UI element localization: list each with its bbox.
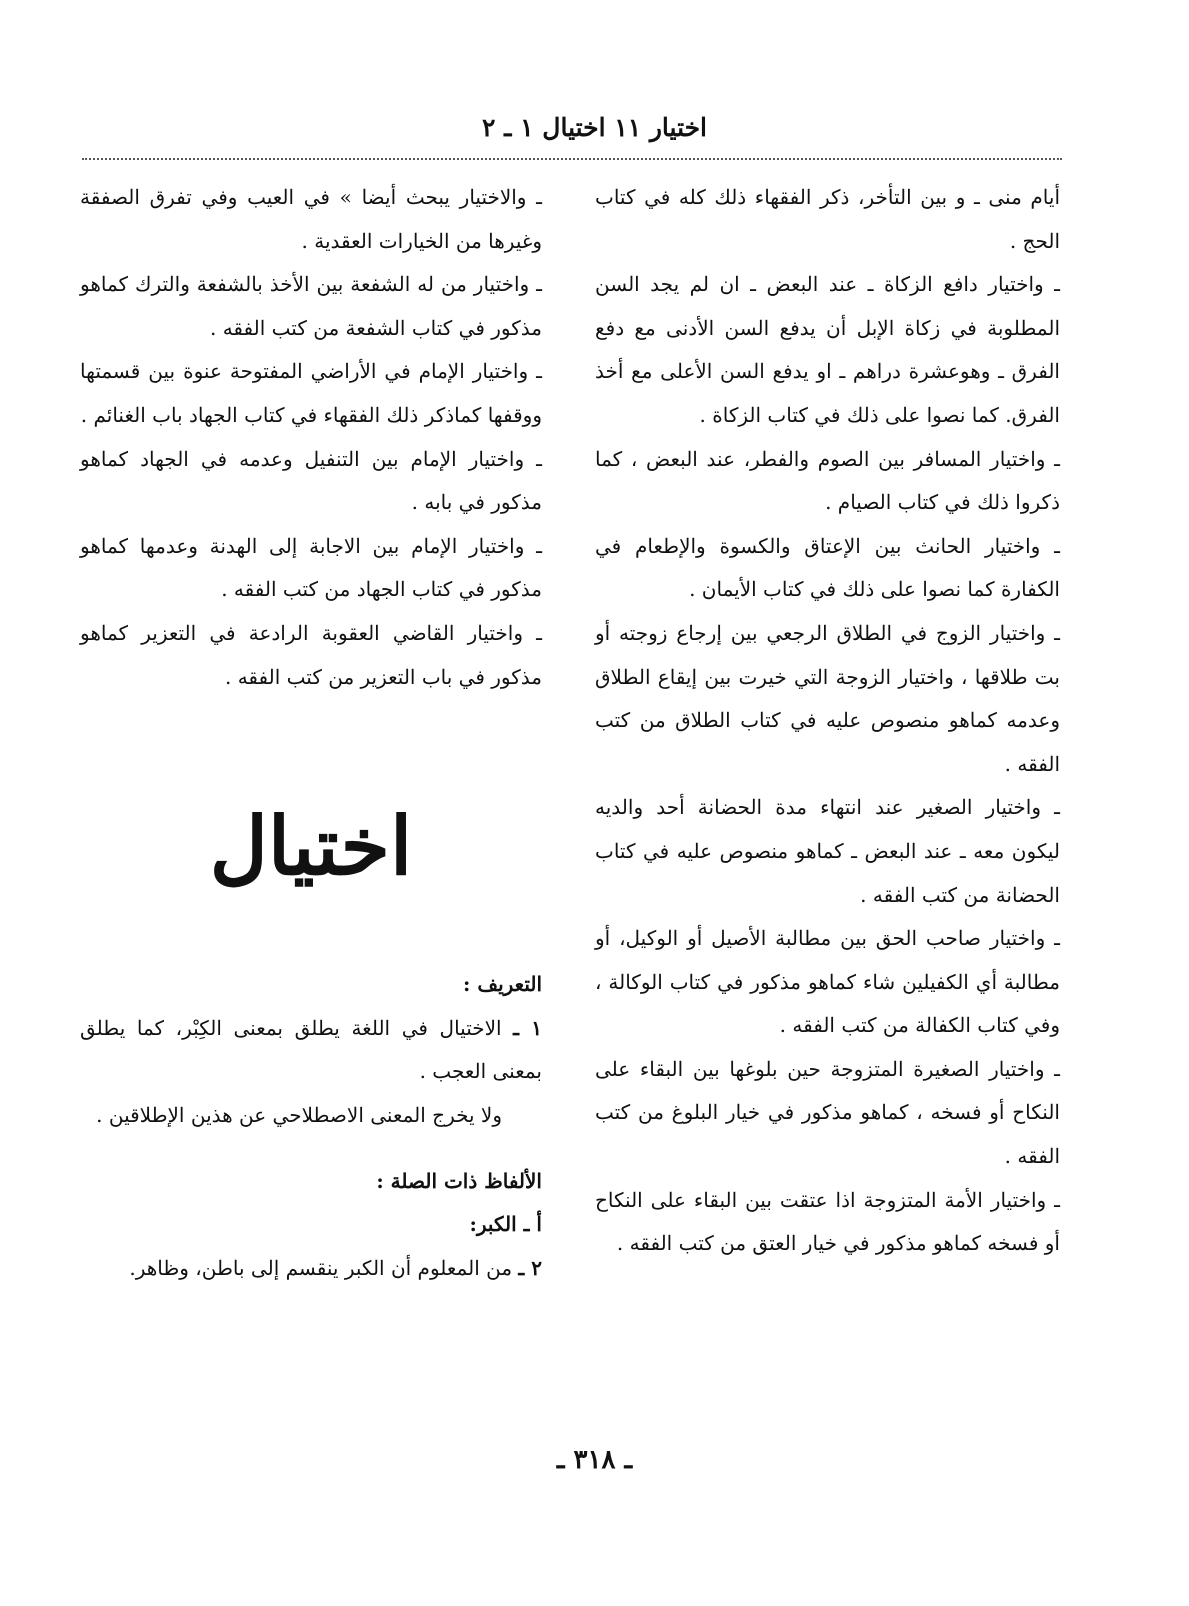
related-paragraph — [80, 1247, 542, 1291]
paragraph: ـ واختيار الإمام بين الاجابة إلى الهدنة وعدمها كماهو مذكور في كتاب الجهاد من كتب الفقه . — [80, 533, 542, 602]
paragraph: ـ واختيار الزوج في الطلاق الرجعي بين إرجاع زوجته أو بت طلاقها ، واختيار الزوجة التي خيرت بين إيقاع الطلاق وعدمه كماهو منصوص عليه في كتاب الطلاق من كتب الفقه . — [595, 620, 1060, 776]
paragraph: ـ واختيار الصغير عند انتهاء مدة الحضانة أحد والديه ليكون معه ـ عند البعض ـ كماهو منصوص عليه في كتاب الحضانة من كتب الفقه . — [595, 795, 1060, 907]
paragraph: ـ واختيار القاضي العقوبة الرادعة في التعزير كماهو مذكور في باب التعزير من كتب الفقه . — [80, 620, 542, 689]
paragraph: أيام منى ـ و بين التأخر، ذكر الفقهاء ذلك كله في كتاب الحج . — [595, 185, 1060, 253]
definition-text: الاختيال في اللغة يطلق بمعنى الكِبْر، كما يطلق بمعنى العجب . — [80, 1015, 542, 1084]
related-text: من المعلوم أن الكبر ينقسم إلى باطن، وظاهر. — [129, 1255, 513, 1280]
paragraph: ـ واختيار الصغيرة المتزوجة حين بلوغها بين البقاء على النكاح أو فسخه ، كماهو مذكور في خيار البلوغ من كتب الفقه . — [595, 1056, 1060, 1169]
paragraph: ـ واختيار من له الشفعة بين الأخذ بالشفعة والترك كماهو مذكور في كتاب الشفعة من كتب الفقه . — [80, 272, 542, 340]
paragraph: ـ واختيار صاحب الحق بين مطالبة الأصيل أو الوكيل، أو مطالبة أي الكفيلين شاء كماهو مذكور في كتاب الوكالة ، وفي كتاب الكفالة من كتب الفقه . — [595, 926, 1060, 1038]
related-number: ٢ ـ — [518, 1255, 542, 1280]
paragraph: ـ واختيار دافع الزكاة ـ عند البعض ـ ان لم يجد السن المطلوبة في زكاة الإبل أن يدفع السن الأدنى مع دفع الفرق ـ وهوعشرة دراهم ـ او يدفع السن الأعلى مع أخذ الفرق. كما نصوا على ذلك في كتاب الزكاة . — [595, 272, 1060, 427]
right-column — [595, 176, 1060, 1266]
definition-number: ١ ـ — [513, 1015, 542, 1040]
paragraph: ـ والاختيار يبحث أيضا » في العيب وفي تفرق الصفقة وغيرها من الخيارات العقدية . — [80, 185, 542, 253]
paragraph: ـ واختيار المسافر بين الصوم والفطر، عند البعض ، كما ذكروا ذلك في كتاب الصيام . — [595, 446, 1060, 515]
definition-heading: التعريف : — [463, 972, 542, 997]
paragraph: ـ واختيار الأمة المتزوجة اذا عتقت بين البقاء على النكاح أو فسخه كماهو مذكور في خيار العتق من كتب الفقه . — [595, 1187, 1060, 1256]
paragraph: ـ واختيار الإمام بين التنفيل وعدمه في الجهاد كماهو مذكور في بابه . — [80, 446, 542, 515]
paragraph: ـ واختيار الإمام في الأراضي المفتوحة عنوة بين قسمتها ووقفها كماذكر ذلك الفقهاء في كتاب الجهاد باب الغنائم . — [80, 359, 542, 427]
entry-title: اختيال — [209, 799, 413, 894]
definition-paragraph — [80, 1007, 542, 1094]
paragraph: ـ واختيار الحانث بين الإعتاق والكسوة والإطعام في الكفارة كما نصوا على ذلك في كتاب الأيمان . — [595, 533, 1060, 602]
header-dotted-rule — [82, 158, 1062, 160]
running-header: اختيار ١١ اختيال ١ ـ ٢ — [481, 113, 708, 142]
page-number: ـ ٣١٨ ـ — [556, 1445, 633, 1475]
related-sub-heading: أ ـ الكبر: — [469, 1212, 542, 1237]
related-terms-heading: الألفاظ ذات الصلة : — [376, 1168, 542, 1193]
left-column — [80, 176, 542, 1290]
definition-note: ولا يخرج المعنى الاصطلاحي عن هذين الإطلاقين . — [96, 1102, 502, 1127]
